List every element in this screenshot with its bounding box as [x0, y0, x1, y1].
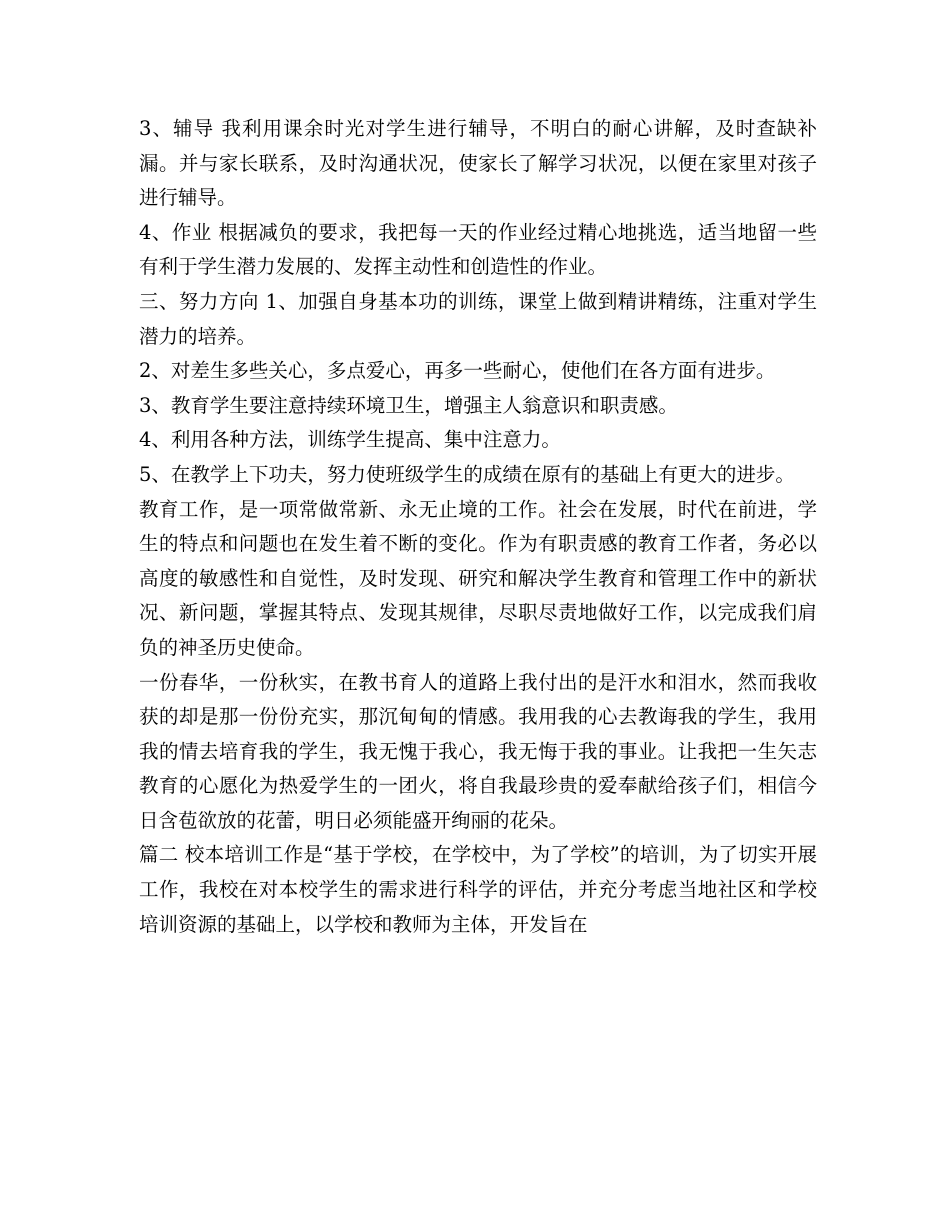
paragraph-direction-4: 4、利用各种方法，训练学生提高、集中注意力。: [139, 428, 561, 452]
paragraph-direction-2: 2、对差生多些关心，多点爱心，再多一些耐心，使他们在各方面有进步。: [139, 359, 776, 383]
paragraph-part-two: 篇二 校本培训工作是“基于学校，在学校中，为了学校”的培训，为了切实开展工作，我校在对本校学生的需求进行科学的评估，并充分考虑当地社区和学校培训资源的基础上，以学校和教师为主体，开发旨在: [139, 843, 817, 936]
paragraph-direction-3: 3、教育学生要注意持续环境卫生，增强主人翁意识和职责感。: [139, 393, 678, 417]
paragraph-tutoring: 3、辅导 我利用课余时光对学生进行辅导，不明白的耐心讲解，及时查缺补漏。并与家长联系，及时沟通状况，使家长了解学习状况，以便在家里对孩子进行辅导。: [139, 117, 817, 210]
paragraph-direction-5: 5、在教学上下功夫，努力使班级学生的成绩在原有的基础上有更大的进步。: [139, 462, 795, 486]
paragraph-education-work: 教育工作，是一项常做常新、永无止境的工作。社会在发展，时代在前进，学生的特点和问题也在发生着不断的变化。作为有职责感的教育工作者，务必以高度的敏感性和自觉性，及时发现、研究和解决学生教育和管理工作中的新状况、新问题，掌握其特点、发现其规律，尽职尽责地做好工作，以完成我们肩负的神圣历史使命。: [139, 497, 817, 659]
document-body: [139, 112, 817, 942]
paragraph-homework: 4、作业 根据减负的要求，我把每一天的作业经过精心地挑选，适当地留一些有利于学生潜力发展的、发挥主动性和创造性的作业。: [139, 220, 817, 279]
paragraph-direction-1: 三、努力方向 1、加强自身基本功的训练，课堂上做到精讲精练，注重对学生潜力的培养。: [139, 289, 817, 348]
paragraph-spring-autumn: 一份春华，一份秋实，在教书育人的道路上我付出的是汗水和泪水，然而我收获的却是那一份份充实，那沉甸甸的情感。我用我的心去教诲我的学生，我用我的情去培育我的学生，我无愧于我心，我无悔于我的事业。让我把一生矢志教育的心愿化为热爱学生的一团火，将自我最珍贵的爱奉献给孩子们，相信今日含苞欲放的花蕾，明日必须能盛开绚丽的花朵。: [139, 670, 817, 832]
